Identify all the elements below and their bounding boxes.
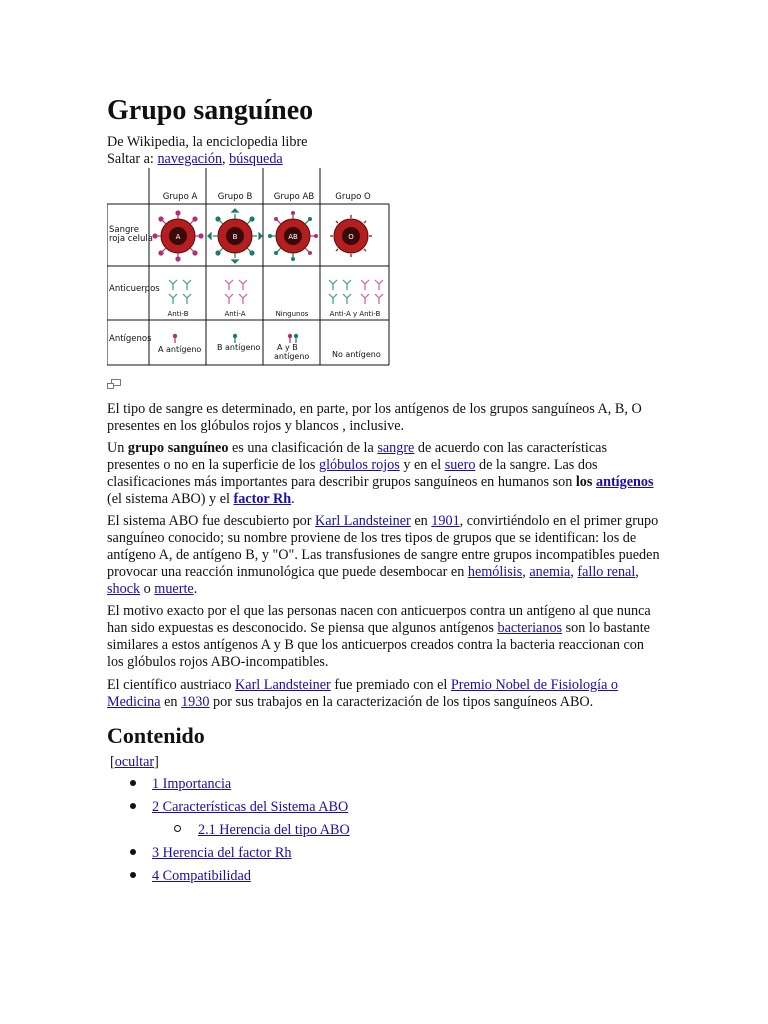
- text: (el sistema ABO) y el: [107, 491, 234, 507]
- antigen-label-a: A antígeno: [158, 345, 202, 354]
- toc-hide-link[interactable]: ocultar: [114, 754, 155, 770]
- text: El sistema ABO fue descubierto por: [107, 513, 316, 529]
- toc-link-importancia[interactable]: 1 Importancia: [152, 776, 232, 792]
- text: Un: [107, 440, 128, 456]
- cell-letter-ab: AB: [288, 233, 298, 241]
- blood-group-diagram: [107, 168, 393, 368]
- link-sangre[interactable]: sangre: [377, 440, 415, 456]
- jump-label: Saltar a:: [107, 151, 154, 167]
- text: El motivo exacto por el que las personas nacen con anticuerpos contra un antígeno al que nunca han sido expuestas es desconocido. Se piensa que algunos antígenos: [107, 603, 651, 636]
- link-karl-landsteiner[interactable]: Karl Landsteiner: [315, 513, 411, 529]
- jump-separator: ,: [222, 151, 226, 167]
- cell-letter-o: O: [348, 233, 354, 241]
- antigen-label-ab: [274, 343, 309, 361]
- antigen-label-ab-2: antígeno: [274, 352, 310, 361]
- cell-ab: [268, 211, 318, 261]
- link-suero[interactable]: suero: [444, 457, 476, 473]
- text: .: [193, 581, 198, 597]
- link-factor-rh[interactable]: factor Rh: [233, 491, 292, 507]
- link-hemolisis[interactable]: hemólisis: [467, 564, 523, 580]
- link-shock[interactable]: shock: [107, 581, 141, 597]
- jump-links: [107, 151, 283, 168]
- antibody-anti-a-o: [361, 280, 383, 304]
- row-label-cells-2: roja celula: [109, 234, 154, 244]
- antibody-label-o: Anti-A y Anti-B: [329, 310, 381, 318]
- antibody-icons: [169, 280, 383, 304]
- enlarge-icon[interactable]: [107, 377, 121, 387]
- antibody-anti-b-o: [329, 280, 351, 304]
- text: por sus trabajos en la caracterización de los tipos sanguíneos ABO.: [209, 694, 594, 710]
- toc-link-compatibilidad[interactable]: 4 Compatibilidad: [152, 868, 251, 884]
- bullet-icon: [130, 849, 136, 855]
- row-label-cells: [109, 225, 153, 244]
- jump-search-link[interactable]: búsqueda: [229, 151, 283, 167]
- figure-caption: El tipo de sangre es determinado, en parte, por los antígenos de los grupos sanguíneos A, B, O presentes en los glóbulos rojos y blancos , inclusive.: [107, 401, 642, 434]
- bullet-icon: [130, 803, 136, 809]
- toc-link-herencia-abo[interactable]: 2.1 Herencia del tipo ABO: [198, 822, 350, 838]
- antibody-anti-a: [225, 280, 247, 304]
- text: , convirtiéndolo en el primer grupo sanguíneo conocido; su nombre proviene de los tres tipos de grupos que se identifican: los de antígeno A, de antígeno B, y "O". Las transfusiones de sangre entre grupos incompatibles pueden provocar una reacción inmunológica que puede desembocar en: [107, 513, 660, 580]
- bold-los: los: [575, 474, 593, 490]
- text: ,: [522, 564, 530, 580]
- page-title: Grupo sanguíneo: [107, 95, 314, 126]
- text: ,: [635, 564, 639, 580]
- bracket-open: [: [110, 754, 115, 770]
- link-bacterianos[interactable]: bacterianos: [497, 620, 563, 636]
- antigen-label-o: No antígeno: [332, 350, 381, 359]
- text: El científico austriaco: [107, 677, 236, 693]
- antibody-label-b: Anti-A: [224, 310, 246, 318]
- text: de la sangre. Las dos clasificaciones más importantes para describir grupos sanguíneos en humanos son: [107, 457, 598, 490]
- text: es una clasificación de la: [228, 440, 378, 456]
- text: y en el: [399, 457, 445, 473]
- circle-bullet-icon: [174, 825, 181, 832]
- row-label-antibodies: Anticuerpos: [109, 284, 160, 294]
- col-label-b: Grupo B: [217, 192, 253, 202]
- tagline: De Wikipedia, la enciclopedia libre: [107, 134, 308, 150]
- antigen-icons: [173, 334, 298, 343]
- antibody-anti-b: [169, 280, 191, 304]
- toc-toggle: [110, 754, 159, 771]
- antigen-label-b: B antígeno: [217, 343, 261, 352]
- text: en: [410, 513, 432, 529]
- link-1930[interactable]: 1930: [181, 694, 210, 710]
- bullet-icon: [130, 780, 136, 786]
- text: ,: [570, 564, 578, 580]
- text: fue premiado con el: [330, 677, 451, 693]
- cell-o: [330, 215, 372, 257]
- text: de acuerdo con las características presentes o no en la superficie de los: [107, 440, 607, 473]
- cell-letter-b: B: [232, 233, 238, 241]
- text: en: [160, 694, 182, 710]
- toc-link-herencia-rh[interactable]: 3 Herencia del factor Rh: [152, 845, 292, 861]
- paragraph-nobel: [107, 677, 663, 711]
- bullet-icon: [130, 872, 136, 878]
- col-label-a: Grupo A: [162, 192, 198, 202]
- blood-group-figure[interactable]: [107, 168, 393, 368]
- cell-a: [153, 211, 203, 261]
- link-1901[interactable]: 1901: [431, 513, 460, 529]
- row-label-cells-1: Sangre: [109, 225, 139, 235]
- cell-letter-a: A: [175, 233, 181, 241]
- link-premio-nobel[interactable]: Premio Nobel de Fisiología o Medicina: [107, 677, 619, 710]
- col-label-ab: Grupo AB: [273, 192, 315, 202]
- link-antigenos[interactable]: antígenos: [595, 474, 654, 490]
- bracket-close: ]: [154, 754, 159, 770]
- row-label-antigens: Antígenos: [109, 334, 152, 344]
- antibody-label-a: Anti-B: [167, 310, 189, 318]
- bold-term: grupo sanguíneo: [127, 440, 229, 456]
- link-globulos-rojos[interactable]: glóbulos rojos: [318, 457, 400, 473]
- jump-navigation-link[interactable]: navegación: [157, 151, 223, 167]
- paragraph-intro: [107, 440, 663, 508]
- cell-b: [208, 209, 262, 263]
- toc-link-caracteristicas[interactable]: 2 Características del Sistema ABO: [152, 799, 349, 815]
- link-karl-landsteiner-2[interactable]: Karl Landsteiner: [235, 677, 331, 693]
- antibody-label-ab: Ningunos: [275, 310, 309, 318]
- paragraph-abo: [107, 513, 663, 598]
- paragraph-motivo: [107, 603, 663, 671]
- col-label-o: Grupo O: [335, 192, 371, 202]
- text: o: [140, 581, 155, 597]
- link-fallo-renal[interactable]: fallo renal: [577, 564, 636, 580]
- text: son lo bastante similares a estos antígenos A y B que los anticuerpos creados contra la bacteria reaccionan con los glóbulos rojos ABO-incompatibles.: [107, 620, 650, 670]
- link-muerte[interactable]: muerte: [154, 581, 194, 597]
- link-anemia[interactable]: anemia: [529, 564, 571, 580]
- antigen-label-ab-1: A y B: [277, 343, 298, 352]
- toc-heading: Contenido: [107, 723, 205, 748]
- text: .: [291, 491, 295, 507]
